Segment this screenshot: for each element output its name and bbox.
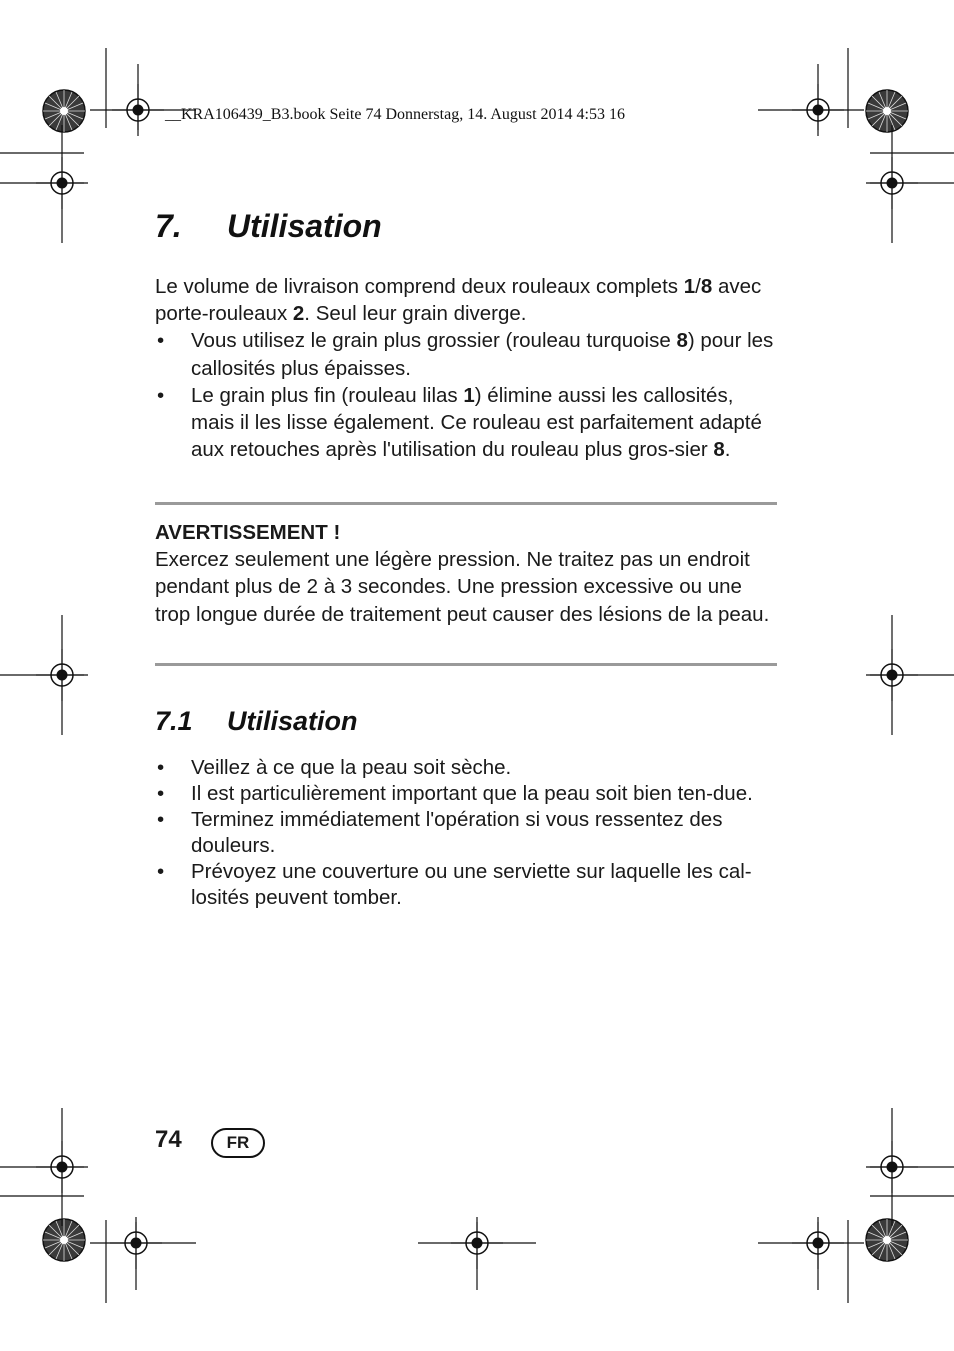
subsection-number: 7.1 <box>155 706 193 736</box>
subsection-bullet-list <box>155 755 780 911</box>
warning-title: AVERTISSEMENT ! <box>155 521 341 544</box>
warning-bottom-rule <box>155 663 777 666</box>
warning-top-rule <box>155 502 777 505</box>
section-title: Utilisation <box>227 208 382 244</box>
language-badge: FR <box>211 1128 265 1158</box>
intro-paragraph: Le volume de livraison comprend deux rouleaux complets 1/8 avec porte-rouleaux 2. Seul leur grain diverge. <box>155 275 762 326</box>
section-bullet-list <box>155 327 780 463</box>
list-item: • Vous utilisez le grain plus grossier (rouleau turquoise 8) pour les callosités plus épaisses. <box>155 327 780 381</box>
warning-box <box>155 519 780 628</box>
section-body <box>155 273 780 463</box>
subsection-title: Utilisation <box>227 706 358 736</box>
print-info: __KRA106439_B3.book Seite 74 Donnerstag, 14. August 2014 4:53 16 <box>165 106 625 123</box>
list-item: • Veillez à ce que la peau soit sèche. <box>155 755 780 781</box>
warning-text: Exercez seulement une légère pression. Ne traitez pas un endroit pendant plus de 2 à 3 secondes. Une pression excessive ou une trop longue durée de traitement peut causer des lésions de la peau. <box>155 548 770 626</box>
section-number: 7. <box>155 208 182 244</box>
list-item: • Terminez immédiatement l'opération si vous ressentez des douleurs. <box>155 807 780 859</box>
subsection-body <box>155 755 780 911</box>
list-item: • Le grain plus fin (rouleau lilas 1) élimine aussi les callosités, mais il les lisse également. Ce rouleau est parfaitement adapté aux retouches après l'utilisation du rouleau plus gros-sier 8. <box>155 382 780 464</box>
list-item: • Prévoyez une couverture ou une serviette sur laquelle les cal-losités peuvent tomber. <box>155 859 780 911</box>
page-number: 74 <box>155 1126 182 1153</box>
section-heading <box>155 208 382 245</box>
list-item: • Il est particulièrement important que la peau soit bien ten-due. <box>155 781 780 807</box>
subsection-heading <box>155 706 358 737</box>
